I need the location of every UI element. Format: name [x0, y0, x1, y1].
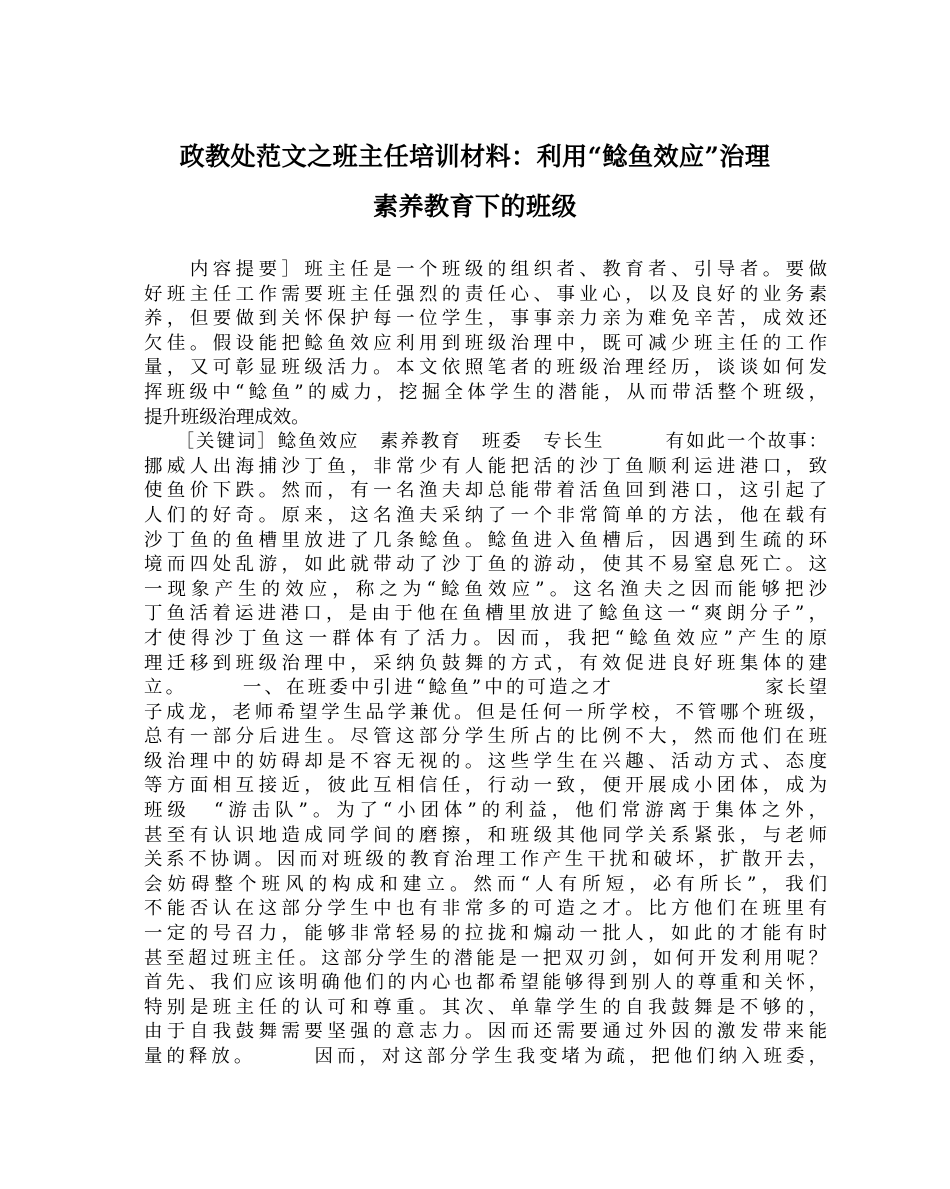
body-text-line: 养，但要做到关怀保护每一位学生，事事亲力亲为难免辛苦，成效还 — [144, 308, 827, 330]
document-title — [120, 132, 830, 232]
body-text-line: 量的释放。 因而，对这部分学生我变堵为疏，把他们纳入班委， — [144, 1046, 827, 1067]
body-text-line: 人们的好奇。原来，这名渔夫采纳了一个非常简单的方法，他在载有 — [144, 504, 827, 526]
body-text-line: 班级 “游击队”。为了“小团体”的利益，他们常游离于集体之外， — [144, 800, 827, 822]
body-text-line: 境而四处乱游，如此就带动了沙丁鱼的游动，使其不易窒息死亡。这 — [144, 554, 827, 576]
body-text-line: 不能否认在这部分学生中也有非常多的可造之才。比方他们在班里有 — [144, 898, 827, 920]
body-text-line: 关系不协调。因而对班级的教育治理工作产生干扰和破坏，扩散开去， — [144, 849, 827, 871]
body-text-line: 特别是班主任的认可和尊重。其次、单靠学生的自我鼓舞是不够的， — [144, 996, 827, 1018]
body-text-line: 总有一部分后进生。尽管这部分学生所占的比例不大，然而他们在班 — [144, 726, 827, 748]
body-text-line: 级治理中的妨碍却是不容无视的。这些学生在兴趣、活动方式、态度 — [144, 750, 827, 772]
body-text-line: 子成龙，老师希望学生品学兼优。但是任何一所学校，不管哪个班级， — [144, 701, 827, 723]
body-text-line: 量，又可彰显班级活力。本文依照笔者的班级治理经历，谈谈如何发 — [144, 357, 827, 379]
body-text-line: 一定的号召力，能够非常轻易的拉拢和煽动一批人，如此的才能有时 — [144, 923, 827, 945]
body-text-line: 内容提要］班主任是一个班级的组织者、教育者、引导者。要做 — [144, 259, 827, 280]
body-text-line: 使鱼价下跌。然而，有一名渔夫却总能带着活鱼回到港口，这引起了 — [144, 480, 827, 502]
body-text-line: 才使得沙丁鱼这一群体有了活力。因而，我把“鲶鱼效应”产生的原 — [144, 627, 827, 649]
body-text-line: 挪威人出海捕沙丁鱼，非常少有人能把活的沙丁鱼顺利运进港口，致 — [144, 455, 827, 477]
title-line-1: 政教处范文之班主任培训材料：利用“鲶鱼效应”治理 — [179, 142, 771, 171]
body-text-line: 甚至超过班主任。这部分学生的潜能是一把双刃剑，如何开发利用呢？ — [144, 947, 827, 969]
body-text-line: 等方面相互接近，彼此互相信任，行动一致，便开展成小团体，成为 — [144, 775, 827, 797]
document-body — [144, 258, 827, 1070]
body-text-line: 挥班级中“鲶鱼”的威力，挖掘全体学生的潜能，从而带活整个班级， — [144, 381, 827, 403]
body-text-line: 首先、我们应该明确他们的内心也都希望能够得到别人的尊重和关怀， — [144, 972, 827, 994]
body-text-line: 甚至有认识地造成同学间的磨擦，和班级其他同学关系紧张，与老师 — [144, 824, 827, 846]
body-text-line: 欠佳。假设能把鲶鱼效应利用到班级治理中，既可减少班主任的工作 — [144, 332, 827, 354]
body-text-line: 丁鱼活着运进港口，是由于他在鱼槽里放进了鲶鱼这一“爽朗分子”， — [144, 603, 827, 625]
body-text-line: 一现象产生的效应，称之为“鲶鱼效应”。这名渔夫之因而能够把沙 — [144, 578, 827, 600]
body-text-line: 沙丁鱼的鱼槽里放进了几条鲶鱼。鲶鱼进入鱼槽后，因遇到生疏的环 — [144, 529, 827, 551]
title-line-2: 素养教育下的班级 — [372, 192, 577, 221]
body-text-line: 由于自我鼓舞需要坚强的意志力。因而还需要通过外因的激发带来能 — [144, 1021, 827, 1043]
body-text-line: 会妨碍整个班风的构成和建立。然而“人有所短，必有所长”，我们 — [144, 873, 827, 895]
body-text-line: 理迁移到班级治理中，采纳负鼓舞的方式，有效促进良好班集体的建 — [144, 652, 827, 674]
body-text-line: 立。 一、在班委中引进“鲶鱼”中的可造之才 家长望 — [144, 677, 827, 699]
body-text-line: 好班主任工作需要班主任强烈的责任心、事业心，以及良好的业务素 — [144, 283, 827, 305]
body-text-line: 提升班级治理成效。 — [144, 406, 310, 428]
body-text-line: ［关键词］鲶鱼效应 素养教育 班委 专长生 有如此一个故事： — [144, 431, 827, 453]
